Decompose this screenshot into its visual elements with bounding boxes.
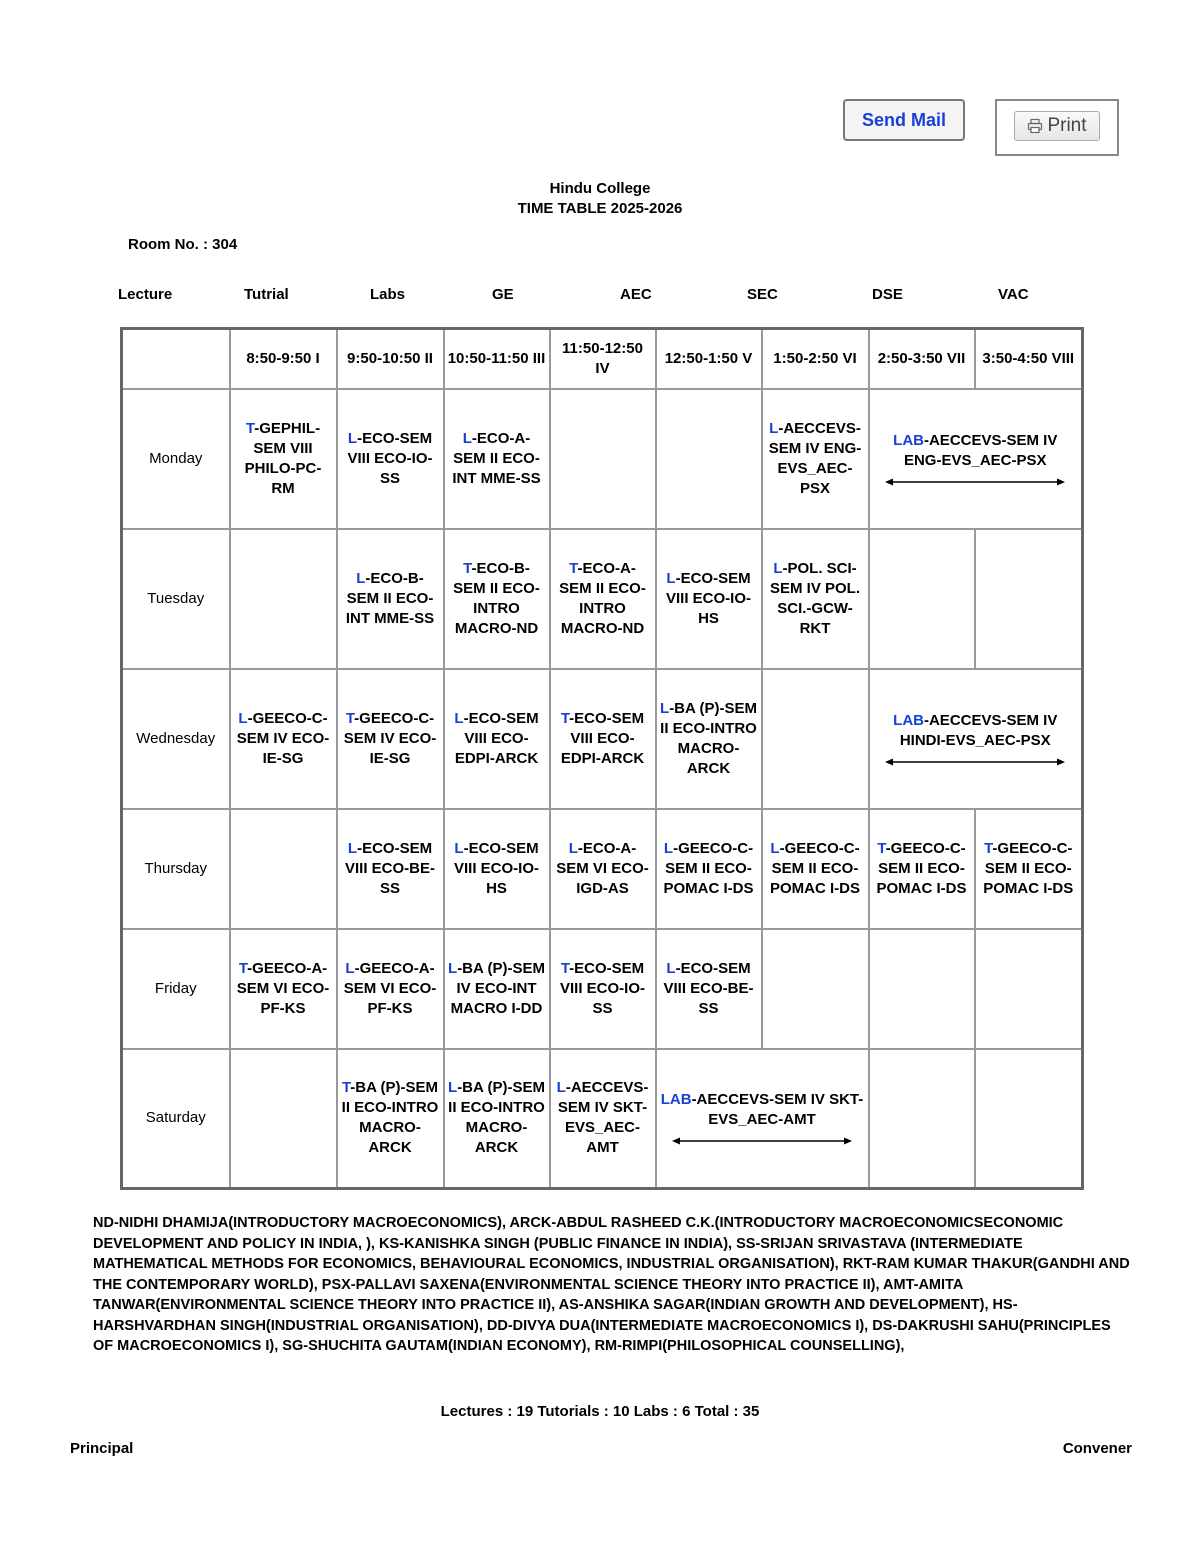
legend-vac: VAC bbox=[998, 286, 1029, 303]
class-slot-cell bbox=[869, 809, 975, 929]
class-slot-cell bbox=[550, 1049, 656, 1189]
slot-type-prefix: T bbox=[560, 959, 570, 977]
class-slot-cell bbox=[550, 809, 656, 929]
day-label: Monday bbox=[122, 389, 230, 529]
class-slot-cell bbox=[444, 809, 550, 929]
slot-description: -AECCEVS-SEM IV SKT-EVS_AEC-AMT bbox=[557, 1079, 649, 1157]
slot-type-prefix: L bbox=[666, 569, 676, 587]
slot-type-prefix: LAB bbox=[660, 1091, 692, 1109]
slot-description: -ECO-SEM VIII ECO-IO-HS bbox=[665, 569, 751, 627]
slot-description: -BA (P)-SEM IV ECO-INT MACRO I-DD bbox=[450, 959, 545, 1017]
class-slot-cell bbox=[444, 929, 550, 1049]
slot-type-prefix: L bbox=[770, 839, 780, 857]
empty-slot-cell bbox=[762, 669, 869, 809]
send-mail-button[interactable]: Send Mail bbox=[843, 99, 965, 141]
slot-type-prefix: L bbox=[666, 959, 676, 977]
slot-type-prefix: T bbox=[877, 839, 886, 857]
empty-slot-cell bbox=[656, 389, 762, 529]
page-title: TIME TABLE 2025-2026 bbox=[517, 200, 683, 217]
legend-sec: SEC bbox=[747, 286, 778, 303]
class-slot-cell bbox=[337, 929, 444, 1049]
slot-description: -ECO-SEM VIII ECO-IO-SS bbox=[347, 429, 433, 487]
day-label: Tuesday bbox=[122, 529, 230, 669]
slot-type-prefix: L bbox=[568, 839, 578, 857]
print-frame bbox=[995, 99, 1119, 156]
convener-signature-label: Convener bbox=[1062, 1440, 1132, 1457]
slot-type-prefix: L bbox=[345, 959, 355, 977]
empty-slot-cell bbox=[975, 529, 1083, 669]
legend-dse: DSE bbox=[872, 286, 903, 303]
slot-description: -ECO-SEM VIII ECO-BE-SS bbox=[663, 959, 754, 1017]
slot-description: -AECCEVS-SEM IV HINDI-EVS_AEC-PSX bbox=[899, 711, 1058, 749]
slot-description: -GEECO-C-SEM II ECO-POMAC I-DS bbox=[663, 839, 754, 897]
slot-type-prefix: T bbox=[345, 709, 355, 727]
slot-description: -AECCEVS-SEM IV ENG-EVS_AEC-PSX bbox=[903, 431, 1058, 469]
slot-type-prefix: L bbox=[769, 419, 779, 437]
day-label: Saturday bbox=[122, 1049, 230, 1189]
slot-description: -GEECO-C-SEM IV ECO-IE-SG bbox=[236, 709, 330, 767]
slot-type-prefix: L bbox=[238, 709, 248, 727]
legend-ge: GE bbox=[492, 286, 514, 303]
period-header: 12:50-1:50 V bbox=[656, 329, 762, 389]
legend-lecture: Lecture bbox=[118, 286, 173, 303]
class-slot-cell bbox=[230, 669, 337, 809]
slot-type-prefix: L bbox=[462, 429, 472, 447]
slot-type-prefix: L bbox=[773, 559, 783, 577]
slot-description: -ECO-A-SEM VI ECO-IGD-AS bbox=[556, 839, 649, 897]
class-slot-cell bbox=[656, 669, 762, 809]
period-header: 8:50-9:50 I bbox=[230, 329, 337, 389]
faculty-legend: ND-NIDHI DHAMIJA(INTRODUCTORY MACROECONOMICS), ARCK-ABDUL RASHEED C.K.(INTRODUCTORY MACROECONOMICSECONOMIC DEVELOPMENT AND POLICY IN INDIA, ), KS-KANISHKA SINGH (PUBLIC FINANCE IN INDIA), SS-SRIJAN SRIVASTAVA (INTERMEDIATE MATHEMATICAL METHODS FOR ECONOMICS, BEHAVIOURAL ECONOMICS, INDUSTRIAL ORGANISATION), RKT-RAM KUMAR THAKUR(GANDHI AND THE CONTEMPORARY WORLD), PSX-PALLAVI SAXENA(ENVIRONMENTAL SCIENCE THEORY INTO PRACTICE II), AMT-AMITA TANWAR(ENVIRONMENTAL SCIENCE THEORY INTO PRACTICE II), AS-ANSHIKA SAGAR(INDIAN GROWTH AND DEVELOPMENT), HS-HARSHVARDHAN SINGH(INDUSTRIAL ORGANISATION), DD-DIVYA DUA(INTERMEDIATE MACROECONOMICS I), DS-DAKRUSHI SAHU(PRINCIPLES OF MACROECONOMICS I), SG-SHUCHITA GAUTAM(INDIAN ECONOMY), RM-RIMPI(PHILOSOPHICAL COUNSELLING), bbox=[93, 1215, 1130, 1354]
slot-type-prefix: T bbox=[238, 959, 248, 977]
class-slot-cell bbox=[337, 669, 444, 809]
timetable bbox=[120, 327, 1084, 1190]
corner-cell bbox=[122, 329, 230, 389]
legend-aec: AEC bbox=[620, 286, 652, 303]
class-slot-cell bbox=[444, 669, 550, 809]
class-slot-cell bbox=[550, 669, 656, 809]
day-row bbox=[122, 669, 1083, 809]
class-slot-cell bbox=[762, 529, 869, 669]
slot-description: -ECO-SEM VIII ECO-IO-SS bbox=[559, 959, 645, 1017]
day-label: Wednesday bbox=[122, 669, 230, 809]
room-number: Room No. : 304 bbox=[128, 236, 238, 253]
slot-description: -GEECO-C-SEM II ECO-POMAC I-DS bbox=[770, 839, 860, 897]
college-name: Hindu College bbox=[549, 180, 651, 197]
period-header: 3:50-4:50 VIII bbox=[975, 329, 1083, 389]
slot-description: -GEECO-C-SEM II ECO-POMAC I-DS bbox=[876, 839, 967, 897]
empty-slot-cell bbox=[762, 929, 869, 1049]
day-row bbox=[122, 809, 1083, 929]
slot-type-prefix: L bbox=[347, 839, 358, 857]
empty-slot-cell bbox=[869, 529, 975, 669]
slot-type-prefix: L bbox=[663, 839, 674, 857]
slot-type-prefix: T bbox=[560, 709, 570, 727]
class-slot-cell bbox=[337, 389, 444, 529]
period-header: 2:50-3:50 VII bbox=[869, 329, 975, 389]
slot-description: -BA (P)-SEM II ECO-INTRO MACRO-ARCK bbox=[448, 1079, 545, 1157]
class-slot-cell bbox=[550, 929, 656, 1049]
lab-slot-cell bbox=[869, 389, 1083, 529]
empty-slot-cell bbox=[869, 929, 975, 1049]
slot-type-prefix: T bbox=[463, 559, 472, 577]
slot-description: -BA (P)-SEM II ECO-INTRO MACRO-ARCK bbox=[341, 1079, 439, 1157]
class-slot-cell bbox=[762, 389, 869, 529]
class-slot-cell bbox=[230, 929, 337, 1049]
empty-slot-cell bbox=[230, 809, 337, 929]
period-header: 11:50-12:50 IV bbox=[550, 329, 656, 389]
slot-description: -ECO-B-SEM II ECO-INT MME-SS bbox=[345, 569, 435, 627]
slot-type-prefix: LAB bbox=[893, 431, 924, 449]
principal-signature-label: Principal bbox=[70, 1440, 134, 1457]
slot-description: -POL. SCI-SEM IV POL. SCI.-GCW-RKT bbox=[769, 559, 860, 637]
empty-slot-cell bbox=[975, 929, 1083, 1049]
slot-description: -ECO-SEM VIII ECO-EDPI-ARCK bbox=[560, 709, 645, 767]
class-slot-cell bbox=[656, 529, 762, 669]
empty-slot-cell bbox=[869, 1049, 975, 1189]
slot-description: -GEECO-A-SEM VI ECO-PF-KS bbox=[236, 959, 330, 1017]
day-row bbox=[122, 389, 1083, 529]
class-slot-cell bbox=[337, 809, 444, 929]
slot-type-prefix: L bbox=[660, 699, 670, 717]
class-slot-cell bbox=[975, 809, 1083, 929]
class-slot-cell bbox=[230, 389, 337, 529]
slot-type-prefix: L bbox=[356, 569, 366, 587]
print-label: Print bbox=[1047, 115, 1087, 136]
empty-slot-cell bbox=[230, 529, 337, 669]
slot-description: -AECCEVS-SEM IV ENG-EVS_AEC-PSX bbox=[768, 419, 862, 497]
slot-description: -GEECO-C-SEM II ECO-POMAC I-DS bbox=[983, 839, 1074, 897]
slot-type-prefix: L bbox=[454, 839, 464, 857]
empty-slot-cell bbox=[230, 1049, 337, 1189]
period-header: 9:50-10:50 II bbox=[337, 329, 444, 389]
legend-tutorial: Tutrial bbox=[244, 286, 289, 303]
print-button[interactable] bbox=[1014, 111, 1100, 141]
period-header: 10:50-11:50 III bbox=[444, 329, 550, 389]
slot-description: -ECO-SEM VIII ECO-EDPI-ARCK bbox=[454, 709, 539, 767]
day-row bbox=[122, 1049, 1083, 1189]
count-summary: Lectures : 19 Tutorials : 10 Labs : 6 Total : 35 bbox=[440, 1403, 760, 1420]
slot-type-prefix: T bbox=[984, 839, 993, 857]
class-slot-cell bbox=[656, 809, 762, 929]
slot-description: -ECO-SEM VIII ECO-BE-SS bbox=[344, 839, 435, 897]
slot-description: -ECO-SEM VIII ECO-IO-HS bbox=[453, 839, 539, 897]
span-arrow-icon bbox=[885, 757, 1065, 767]
slot-type-prefix: LAB bbox=[893, 711, 924, 729]
period-header: 1:50-2:50 VI bbox=[762, 329, 869, 389]
slot-type-prefix: T bbox=[341, 1079, 351, 1097]
slot-description: -ECO-A-SEM II ECO-INT MME-SS bbox=[452, 429, 541, 487]
slot-description: -ECO-B-SEM II ECO-INTRO MACRO-ND bbox=[453, 559, 540, 637]
slot-type-prefix: T bbox=[569, 559, 578, 577]
class-slot-cell bbox=[762, 809, 869, 929]
slot-type-prefix: L bbox=[448, 959, 458, 977]
day-label: Friday bbox=[122, 929, 230, 1049]
slot-type-prefix: L bbox=[347, 429, 358, 447]
slot-type-prefix: L bbox=[454, 709, 464, 727]
empty-slot-cell bbox=[550, 389, 656, 529]
legend-labs: Labs bbox=[370, 286, 406, 303]
header-row bbox=[122, 329, 1083, 389]
printer-icon bbox=[1027, 118, 1043, 134]
class-slot-cell bbox=[444, 389, 550, 529]
slot-description: -BA (P)-SEM II ECO-INTRO MACRO-ARCK bbox=[660, 699, 757, 777]
slot-description: -ECO-A-SEM II ECO-INTRO MACRO-ND bbox=[559, 559, 646, 637]
class-slot-cell bbox=[337, 1049, 444, 1189]
day-label: Thursday bbox=[122, 809, 230, 929]
class-slot-cell bbox=[656, 929, 762, 1049]
class-slot-cell bbox=[444, 529, 550, 669]
class-slot-cell bbox=[337, 529, 444, 669]
slot-description: -GEPHIL-SEM VIII PHILO-PC-RM bbox=[244, 419, 322, 497]
lab-slot-cell bbox=[656, 1049, 869, 1189]
span-arrow-icon bbox=[672, 1136, 852, 1146]
day-row bbox=[122, 929, 1083, 1049]
slot-type-prefix: T bbox=[245, 419, 255, 437]
class-slot-cell bbox=[550, 529, 656, 669]
empty-slot-cell bbox=[975, 1049, 1083, 1189]
slot-description: -GEECO-A-SEM VI ECO-PF-KS bbox=[343, 959, 437, 1017]
day-row bbox=[122, 529, 1083, 669]
slot-type-prefix: L bbox=[556, 1079, 566, 1097]
lab-slot-cell bbox=[869, 669, 1083, 809]
slot-description: -AECCEVS-SEM IV SKT-EVS_AEC-AMT bbox=[691, 1091, 864, 1129]
slot-type-prefix: L bbox=[448, 1079, 458, 1097]
slot-description: -GEECO-C-SEM IV ECO-IE-SG bbox=[343, 709, 437, 767]
span-arrow-icon bbox=[885, 477, 1065, 487]
class-slot-cell bbox=[444, 1049, 550, 1189]
